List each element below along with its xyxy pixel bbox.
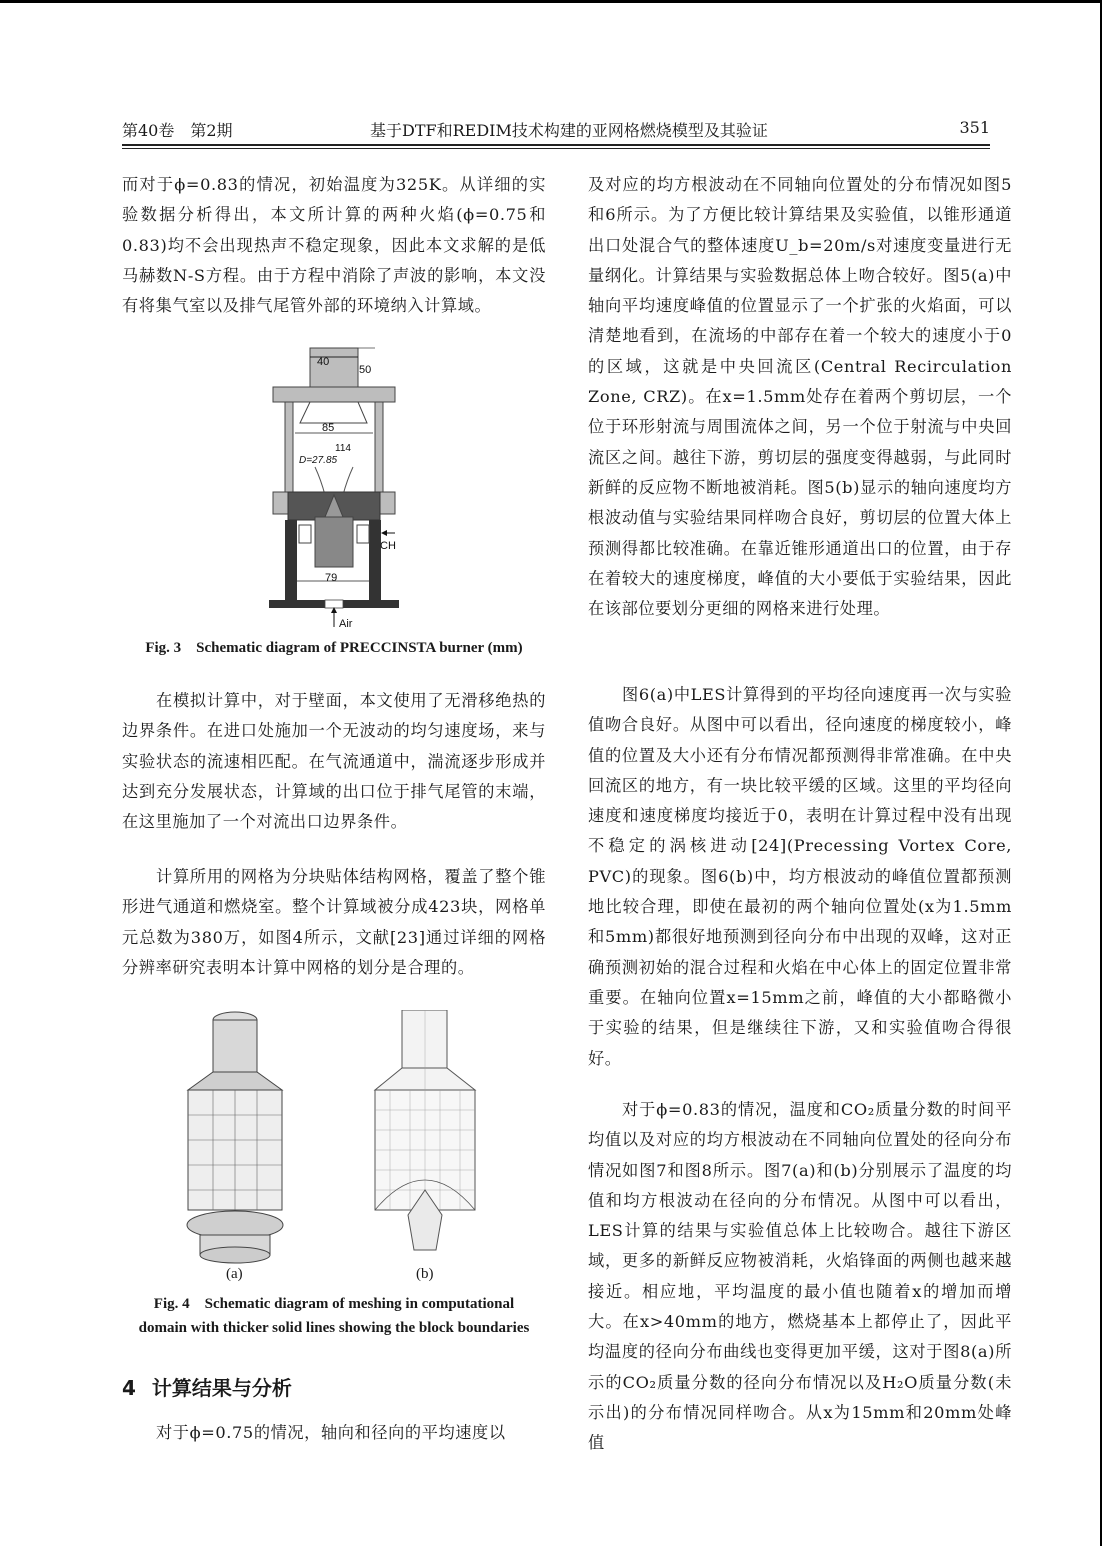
fig3-dim-top-width: 40 — [317, 356, 330, 368]
header-rule-thin — [122, 148, 990, 149]
fig3-dim-D: D=27.85 — [299, 455, 338, 466]
header-rule — [122, 144, 990, 146]
section-number: 4 — [122, 1376, 136, 1400]
fig3-dim-top-height: 50 — [359, 364, 372, 376]
right-paragraph-1: 及对应的均方根波动在不同轴向位置处的分布情况如图5和6所示。为了方便比较计算结果及实验值，以锥形通道出口处混合气的整体速度U_b=20m/s对速度变量进行无量纲化。计算结果与实验数据总体上吻合较好。图5(a)中轴向平均速度峰值的位置显示了一个扩张的火焰面，可以清楚地看到，在流场的中部存在着一个较大的速度小于0的区域，这就是中央回流区(Central Recirculation Zone, CRZ)。在x=1.5mm处存在着两个剪切层，一个位于环形射流与周围流体之间，另一个位于射流与中央回流区之间。越往下游，剪切层的强度变得越弱，与此同时新鲜的反应物不断地被消耗。图5(b)显示的轴向速度均方根波动值与实验结果同样吻合良好，剪切层的位置大体上预测得都比较准确。在靠近锥形通道出口的位置，由于存在着较大的速度梯度，峰值的大小要低于实验结果，因此在该部位要划分更细的网格来进行处理。 — [588, 175, 1012, 619]
fig3-burner-schematic — [255, 345, 415, 630]
crop-mark-top — [0, 0, 1102, 3]
page-number: 351 — [959, 118, 990, 137]
fig3-dim-chamber-width: 85 — [322, 422, 335, 434]
fig3-label-air: Air — [339, 618, 353, 630]
fig4b-mesh-slice — [370, 1010, 490, 1260]
fig3-dim-bottom: 79 — [325, 572, 338, 584]
left-paragraph-4: 对于ϕ=0.75的情况，轴向和径向的平均速度以 — [156, 1423, 506, 1442]
left-paragraph-3: 计算所用的网格为分块贴体结构网格，覆盖了整个锥形进气通道和燃烧室。整个计算域被分成423块，网格单元总数为380万，如图4所示，文献[23]通过详细的网格分辨率研究表明本计算中网格的划分是合理的。 — [122, 867, 546, 977]
fig4-caption-line1: Fig. 4 Schematic diagram of meshing in computational — [153, 1296, 515, 1312]
section-title: 计算结果与分析 — [151, 1376, 292, 1400]
fig3-caption: Fig. 3 Schematic diagram of PRECCINSTA burner (mm) — [145, 640, 523, 656]
journal-issue: 第40卷 第2期 — [122, 121, 233, 140]
left-paragraph-2: 在模拟计算中，对于壁面，本文使用了无滑移绝热的边界条件。在进口处施加一个无波动的均匀速度场，来与实验状态的流速相匹配。在气流通道中，湍流逐步形成并达到充分发展状态，计算域的出口位于排气尾管的末端，在这里施加了一个对流出口边界条件。 — [122, 691, 546, 832]
right-paragraph-3: 对于ϕ=0.83的情况，温度和CO₂质量分数的时间平均值以及对应的均方根波动在不同轴向位置处的径向分布情况如图7和图8所示。图7(a)和(b)分别展示了温度的均值和均方根波动在径向的分布情况。从图中可以看出，LES计算的结果与实验值总体上比较吻合。越往下游区域，更多的新鲜反应物被消耗，火焰锋面的两侧也越来越接近。相应地，平均温度的最小值也随着x的增加而增大。在x>40mm的地方，燃烧基本上都停止了，因此平均温度的径向分布曲线也变得更加平缓，这对于图8(a)所示的CO₂质量分数的径向分布情况以及H₂O质量分数(未示出)的分布情况同样吻合。从x为15mm和20mm处峰值 — [588, 1100, 1012, 1453]
fig4-caption-line2: domain with thicker solid lines showing the block boundaries — [138, 1320, 530, 1336]
right-paragraph-2: 图6(a)中LES计算得到的平均径向速度再一次与实验值吻合良好。从图中可以看出，径向速度的梯度较小，峰值的位置及大小还有分布情况都预测得非常准确。在中央回流区的地方，有一块比较平缓的区域。这里的平均径向速度和速度梯度均接近于0，表明在计算过程中没有出现不稳定的涡核进动[24](Precessing Vortex Core, PVC)的现象。图6(b)中，均方根波动的峰值位置都预测地比较合理，即使在最初的两个轴向位置处(x为1.5mm和5mm)都很好地预测到径向分布中出现的双峰，这对正确预测初始的混合过程和火焰在中心体上的固定位置非常重要。在轴向位置x=15mm之前，峰值的大小都略微小于实验的结果，但是继续往下游，又和实验值吻合得很好。 — [588, 685, 1012, 1068]
fig3-dim-114: 114 — [335, 443, 351, 454]
left-paragraph-1: 而对于ϕ=0.83的情况，初始温度为325K。从详细的实验数据分析得出，本文所计算的两种火焰(ϕ=0.75和0.83)均不会出现热声不稳定现象，因此本文求解的是低马赫数N-S方程。由于方程中消除了声波的影响，本文没有将集气室以及排气尾管外部的环境纳入计算域。 — [122, 175, 546, 316]
fig4-label-a: (a) — [226, 1266, 243, 1282]
section-heading — [122, 1372, 292, 1401]
running-header — [122, 118, 990, 140]
fig4-label-b: (b) — [416, 1266, 434, 1282]
running-title: 基于DTF和REDIM技术构建的亚网格燃烧模型及其验证 — [370, 121, 768, 140]
fig4a-mesh-3d — [180, 1010, 300, 1268]
fig3-label-ch4: CH — [380, 540, 396, 552]
